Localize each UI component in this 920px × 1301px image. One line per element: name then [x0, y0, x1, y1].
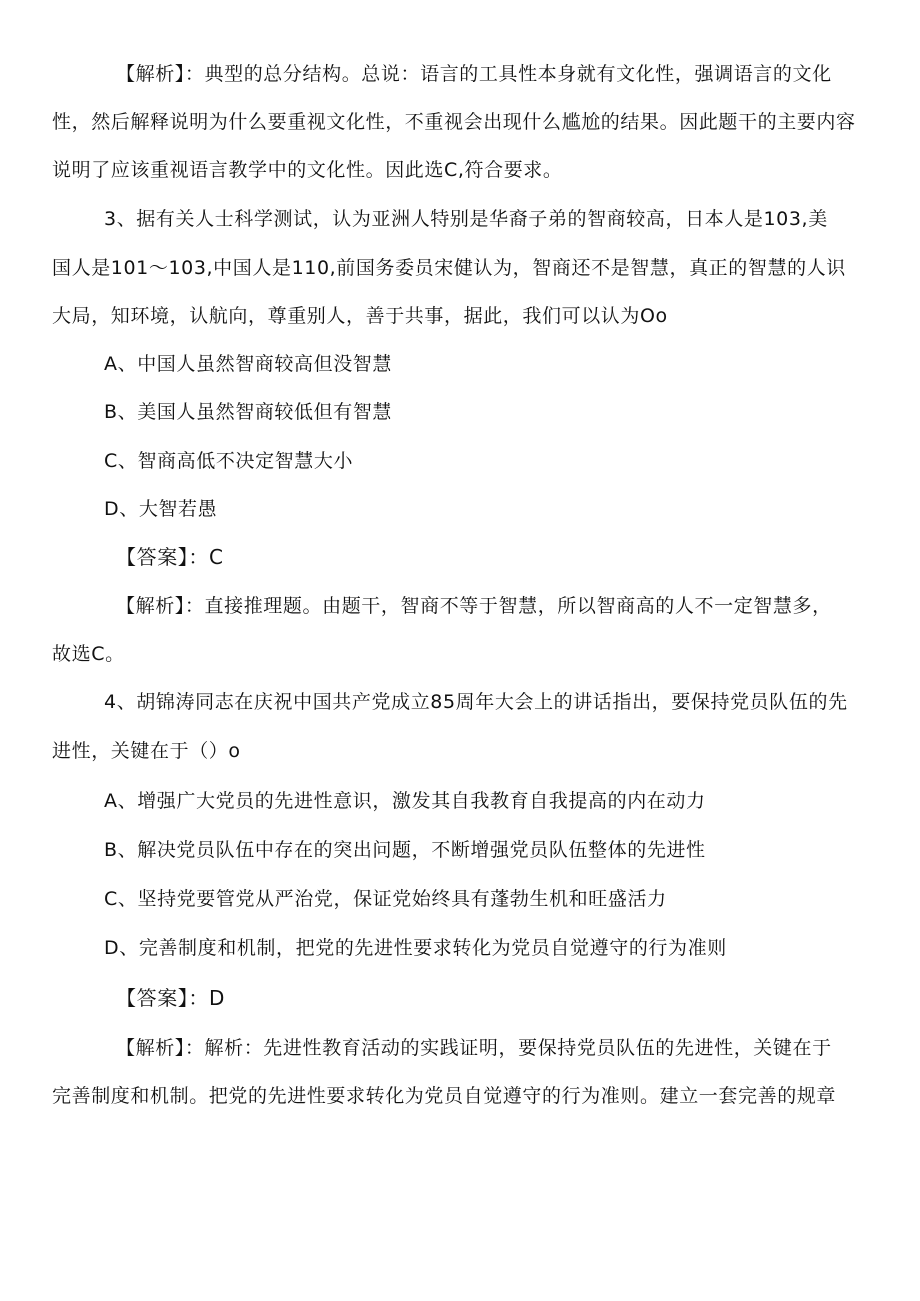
- question-3-explanation: 故选C。: [52, 643, 125, 665]
- question-3-explanation: 【解析】：直接推理题。由题干，智商不等于智慧，所以智商高的人不一定智慧多，: [116, 595, 832, 617]
- question-3-option-c: C、智商高低不决定智慧大小: [104, 450, 354, 472]
- question-4-option-c: C、坚持党要管党从严治党，保证党始终具有蓬勃生机和旺盛活力: [104, 888, 667, 910]
- question-4-option-a: A、增强广大党员的先进性意识，激发其自我教育自我提高的内在动力: [104, 790, 706, 812]
- question-4-option-b: B、解决党员队伍中存在的突出问题，不断增强党员队伍整体的先进性: [104, 839, 706, 861]
- question-4-stem: 4、胡锦涛同志在庆祝中国共产党成立85周年大会上的讲话指出，要保持党员队伍的先: [104, 691, 848, 713]
- question-3-option-b: B、美国人虽然智商较低但有智慧: [104, 401, 393, 423]
- question-4-option-d: D、完善制度和机制，把党的先进性要求转化为党员自觉遵守的行为准则: [104, 937, 727, 959]
- question-4-explanation: 完善制度和机制。把党的先进性要求转化为党员自觉遵守的行为准则。建立一套完善的规章: [52, 1085, 837, 1107]
- text-line: 性，然后解释说明为什么要重视文化性，不重视会出现什么尴尬的结果。因此题干的主要内容: [52, 111, 856, 133]
- question-3-stem: 3、据有关人士科学测试，认为亚洲人特别是华裔子弟的智商较高，日本人是103,美: [104, 208, 828, 230]
- question-3-stem: 大局，知环境，认航向，尊重别人，善于共事，据此，我们可以认为Oo: [52, 305, 668, 327]
- text-line: 说明了应该重视语言教学中的文化性。因此选C,符合要求。: [52, 159, 563, 181]
- explanation-line: 【解析】：典型的总分结构。总说：语言的工具性本身就有文化性，强调语言的文化: [116, 63, 832, 85]
- question-3-stem: 国人是101～103,中国人是110,前国务委员宋健认为，智商还不是智慧，真正的智慧的人识: [52, 257, 846, 279]
- question-3-option-a: A、中国人虽然智商较高但没智慧: [104, 353, 392, 375]
- question-4-answer: 【答案】：D: [116, 986, 226, 1010]
- question-3-option-d: D、大智若愚: [104, 498, 218, 520]
- question-3-answer: 【答案】：C: [116, 545, 224, 569]
- question-4-stem: 进性，关键在于（）o: [52, 740, 241, 762]
- question-4-explanation: 【解析】：解析：先进性教育活动的实践证明，要保持党员队伍的先进性，关键在于: [116, 1037, 832, 1059]
